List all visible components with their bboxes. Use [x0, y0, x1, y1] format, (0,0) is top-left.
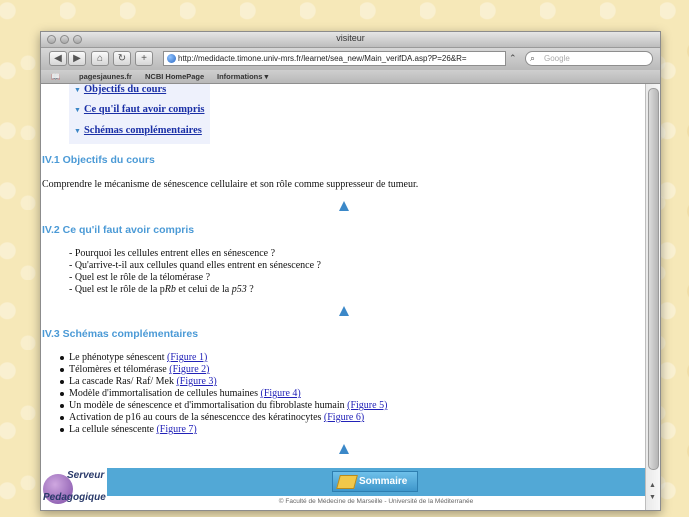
caret-down-icon: ▼	[74, 106, 81, 114]
objectifs-text: Comprendre le mécanisme de sénescence cellulaire et son rôle comme suppresseur de tumeur.	[42, 179, 419, 190]
bullet-icon	[60, 404, 64, 408]
bullet-icon	[60, 356, 64, 360]
home-icon: ⌂	[96, 53, 104, 64]
copyright-text: © Faculté de Médecine de Marseille - Université de la Méditerranée	[278, 498, 474, 505]
menu-link-schemas[interactable]: ▼ Schémas complémentaires	[74, 125, 202, 136]
figure-link[interactable]: (Figure 3)	[176, 376, 217, 387]
browser-toolbar	[41, 48, 660, 70]
figure-list-item: La cascade Ras/ Raf/ Mek (Figure 3)	[69, 376, 217, 387]
window-title: visiteur	[336, 33, 365, 43]
section-heading-objectifs: IV.1 Objectifs du cours	[42, 154, 155, 166]
book-icon[interactable]: 📖	[51, 72, 61, 81]
section-heading-schemas: IV.3 Schémas complémentaires	[42, 328, 199, 340]
address-text: http://medidacte.timone.univ-mrs.fr/learnet/sea_new/Main_verifDA.asp?P=26&R=	[178, 54, 467, 63]
sommaire-button[interactable]: Sommaire	[332, 471, 418, 492]
bookmarks-bar	[41, 70, 660, 84]
bullet-icon	[60, 416, 64, 420]
home-button[interactable]	[91, 51, 109, 66]
globe-icon	[167, 54, 176, 63]
question-item: - Qu'arrive-t-il aux cellules quand elles entrent en sénescence ?	[69, 260, 321, 271]
address-bar[interactable]	[163, 51, 506, 66]
figure-list-item: La cellule sénescente (Figure 7)	[69, 424, 197, 435]
bullet-icon	[60, 380, 64, 384]
vertical-scrollbar[interactable]	[645, 84, 660, 510]
search-icon: ⌕	[530, 53, 536, 63]
figure-list-item: Le phénotype sénescent (Figure 1)	[69, 352, 207, 363]
bookmark-pagesjaunes[interactable]: pagesjaunes.fr	[79, 72, 132, 81]
question-item: - Quel est le rôle de la télomérase ?	[69, 272, 211, 283]
footer-bar	[107, 468, 645, 496]
back-arrow-icon: ◀	[54, 53, 62, 64]
bookmark-ncbi[interactable]: NCBI HomePage	[145, 72, 205, 81]
caret-down-icon: ▼	[74, 127, 81, 135]
figure-link[interactable]: (Figure 6)	[323, 412, 365, 423]
figure-list-item: Activation de p16 au cours de la sénescencce des kératinocytes (Figure 6)	[69, 412, 364, 423]
caret-down-icon: ▼	[74, 86, 81, 94]
serveur-pedagogique-logo	[41, 468, 107, 510]
logo-text-line2: Pedagogique	[43, 492, 106, 503]
snapback-icon[interactable]: ⌃	[509, 53, 517, 63]
back-to-top-arrow-icon[interactable]	[339, 306, 349, 316]
figure-link[interactable]: (Figure 4)	[260, 388, 301, 399]
scrollbar-thumb[interactable]	[648, 88, 659, 470]
menu-link-compris[interactable]: ▼ Ce qu'il faut avoir compris	[74, 104, 205, 115]
scroll-down-arrow-icon[interactable]: ▼	[649, 494, 656, 501]
browser-window	[40, 31, 661, 511]
scroll-up-arrow-icon[interactable]: ▲	[649, 482, 656, 489]
bullet-icon	[60, 428, 64, 432]
back-to-top-arrow-icon[interactable]	[339, 201, 349, 211]
book-icon	[336, 475, 358, 489]
figure-list-item: Modèle d'immortalisation de cellules humaines (Figure 4)	[69, 388, 301, 399]
page-content	[41, 84, 645, 510]
add-bookmark-button[interactable]	[135, 51, 153, 66]
section-heading-compris: IV.2 Ce qu'il faut avoir compris	[42, 224, 195, 236]
reload-button[interactable]	[113, 51, 131, 66]
forward-arrow-icon: ▶	[73, 53, 81, 64]
figure-link[interactable]: (Figure 7)	[156, 424, 197, 435]
figure-link[interactable]: (Figure 1)	[167, 352, 208, 363]
figure-list-item: Télomères et télomérase (Figure 2)	[69, 364, 210, 375]
logo-text-line1: Serveur	[67, 470, 105, 481]
reload-icon: ↻	[117, 53, 127, 64]
bookmark-informations[interactable]: Informations ▾	[217, 72, 269, 81]
back-to-top-arrow-icon[interactable]	[339, 444, 349, 454]
menu-link-objectifs[interactable]: ▼ Objectifs du cours	[74, 84, 167, 95]
question-item: - Pourquoi les cellules entrent elles en sénescence ?	[69, 248, 276, 259]
back-button[interactable]	[49, 51, 67, 66]
bullet-icon	[60, 392, 64, 396]
figure-link[interactable]: (Figure 5)	[347, 400, 388, 411]
forward-button[interactable]	[68, 51, 86, 66]
search-placeholder: Google	[544, 54, 570, 63]
bullet-icon	[60, 368, 64, 372]
title-bar	[41, 32, 660, 48]
search-field[interactable]	[525, 51, 653, 66]
question-item: - Quel est le rôle de la pRb et celui de la p53 ?	[69, 284, 254, 295]
figure-link[interactable]: (Figure 2)	[169, 364, 210, 375]
figure-list-item: Un modèle de sénescence et d'immortalisation du fibroblaste humain (Figure 5)	[69, 400, 387, 411]
plus-icon: +	[141, 53, 147, 64]
